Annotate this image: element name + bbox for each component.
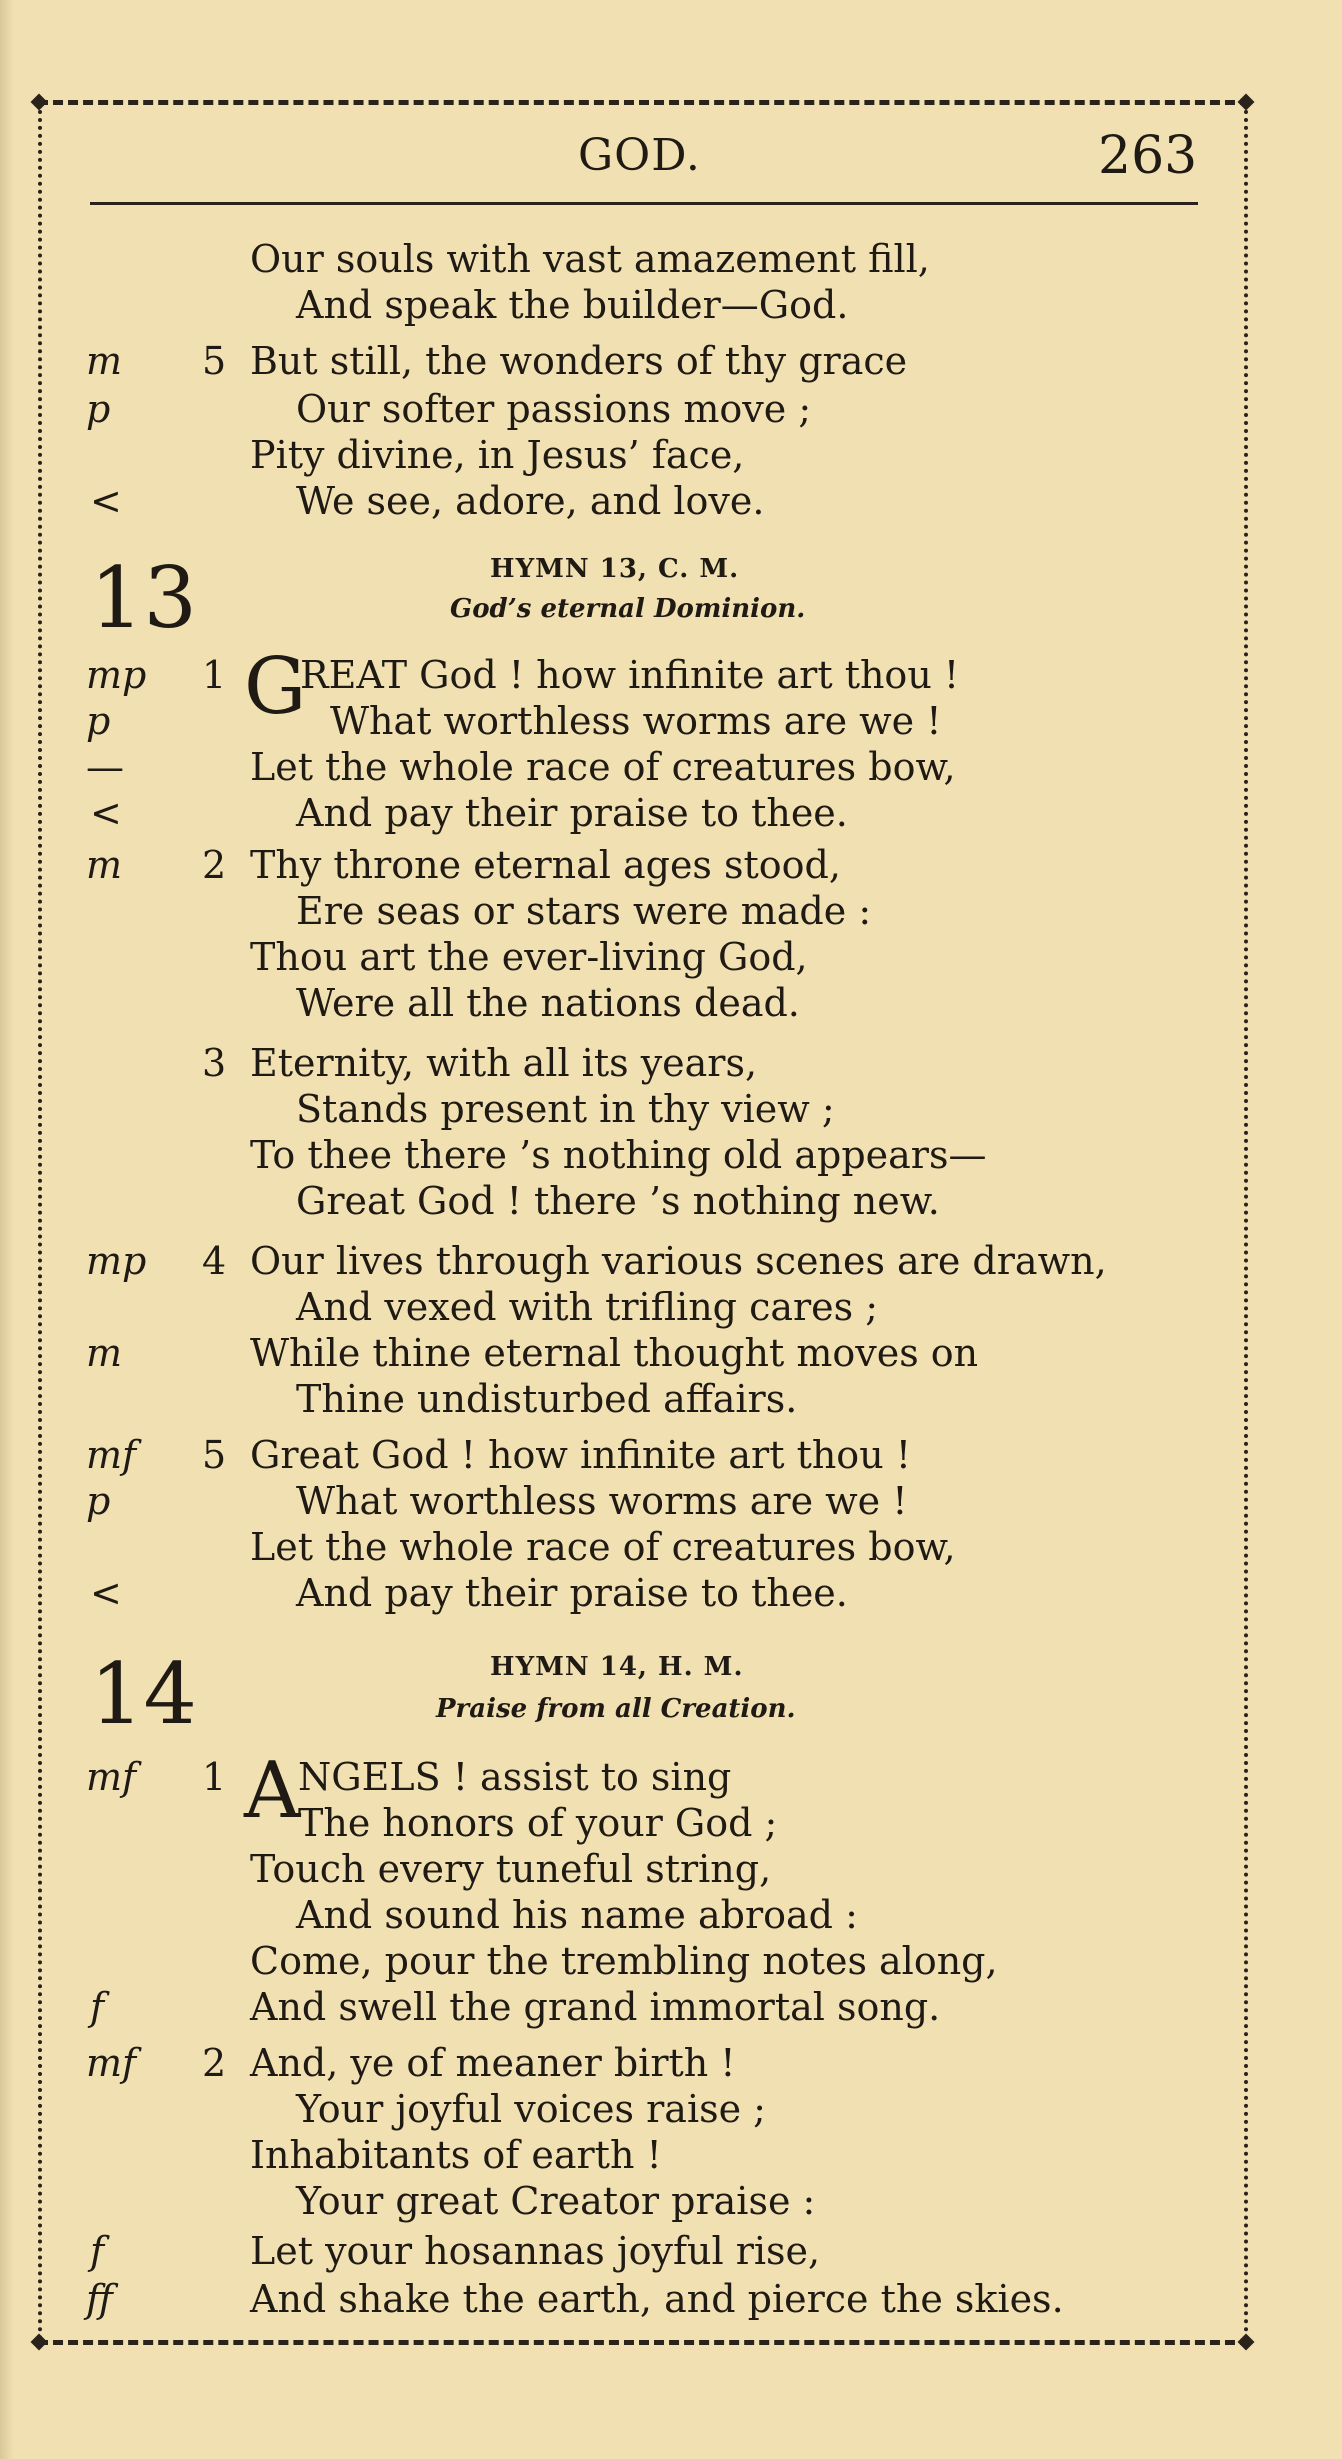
verse-number: 1 [202,653,227,697]
hymn-line: Pity divine, in Jesus’ face, [250,433,745,477]
dynamic-mark: — [86,745,124,789]
hymn-line: But still, the wonders of thy grace [250,339,908,383]
corner-ornament [1238,2334,1255,2351]
hymn-line: Let your hosannas joyful rise, [250,2229,821,2273]
dynamic-mark: < [90,479,122,523]
corner-ornament [31,94,48,111]
hymn-line: Inhabitants of earth ! [250,2133,662,2177]
dynamic-mark: f [90,2229,105,2273]
hymn-line: Let the whole race of creatures bow, [250,1525,956,1569]
hymn-line: Your joyful voices raise ; [296,2087,766,2131]
hymn-line: And vexed with trifling cares ; [296,1285,879,1329]
dynamic-mark: p [86,1479,111,1523]
hymn-line: Our softer passions move ; [296,387,812,431]
hymn-line: And swell the grand immortal song. [250,1985,941,2029]
running-header: GOD. [578,130,701,181]
hymn-line: NGELS ! assist to sing [298,1755,732,1799]
hymn-line: Your great Creator praise : [296,2179,816,2223]
dynamic-mark: m [86,1331,123,1375]
page-number: 263 [1098,126,1198,186]
dynamic-mark: mf [86,1755,137,1799]
dynamic-mark: < [90,1571,122,1615]
hymn-line: And speak the builder—God. [296,283,849,327]
hymn-subtitle: Praise from all Creation. [436,1694,796,1724]
hymn-line: We see, adore, and love. [296,479,765,523]
hymn-line: Stands present in thy view ; [296,1087,835,1131]
corner-ornament [31,2334,48,2351]
hymn-line: Our souls with vast amazement fill, [250,237,930,281]
hymn-line: And shake the earth, and pierce the skies. [250,2277,1064,2321]
dynamic-mark: ff [86,2277,113,2321]
hymn-line: Ere seas or stars were made : [296,889,872,933]
hymn-line: And pay their praise to thee. [296,791,848,835]
corner-ornament [1238,94,1255,111]
top-border [38,100,1250,105]
scan-edge [0,0,14,2459]
hymn-line: Let the whole race of creatures bow, [250,745,956,789]
dynamic-mark: mp [86,1239,147,1283]
dynamic-mark: mp [86,653,147,697]
dynamic-mark: p [86,387,111,431]
bottom-border [38,2340,1250,2345]
verse-number: 2 [202,843,227,887]
dynamic-mark: < [90,791,122,835]
hymn-line: The honors of your God ; [298,1801,778,1845]
hymn-line: And sound his name abroad : [296,1893,858,1937]
verse-number: 5 [202,1433,227,1477]
dynamic-mark: mf [86,2041,137,2085]
hymn-line: What worthless worms are we ! [296,1479,908,1523]
verse-number: 4 [202,1239,227,1283]
left-border [38,102,42,2342]
hymn-line: What worthless worms are we ! [330,699,942,743]
dynamic-mark: mf [86,1433,137,1477]
hymn-line: Eternity, with all its years, [250,1041,758,1085]
hymn-line: Thine undisturbed affairs. [296,1377,798,1421]
header-rule [90,202,1198,205]
hymn-line: And pay their praise to thee. [296,1571,848,1615]
dynamic-mark: m [86,339,123,383]
hymn-subtitle: God’s eternal Dominion. [450,594,806,624]
verse-number: 1 [202,1755,227,1799]
hymn-line: Thou art the ever-living God, [250,935,808,979]
hymn-line: Great God ! how infinite art thou ! [250,1433,912,1477]
hymn-line: To thee there ’s nothing old appears— [250,1133,987,1177]
hymn-number: 14 [90,1645,197,1743]
dynamic-mark: m [86,843,123,887]
hymn-line: Thy throne eternal ages stood, [250,843,841,887]
drop-cap: G [244,642,307,732]
hymn-number: 13 [90,549,197,647]
hymn-line: Our lives through various scenes are drawn, [250,1239,1107,1283]
verse-number: 3 [202,1041,227,1085]
hymn-heading: HYMN 13, C. M. [490,554,740,584]
hymn-line: REAT God ! how infinite art thou ! [300,653,960,697]
dynamic-mark: f [90,1985,105,2029]
right-border [1244,102,1248,2342]
hymn-line: Were all the nations dead. [296,981,800,1025]
drop-cap: A [244,1746,301,1836]
verse-number: 2 [202,2041,227,2085]
hymn-line: Come, pour the trembling notes along, [250,1939,998,1983]
dynamic-mark: p [86,699,111,743]
hymn-line: Touch every tuneful string, [250,1847,772,1891]
hymn-line: Great God ! there ’s nothing new. [296,1179,940,1223]
hymn-line: While thine eternal thought moves on [250,1331,979,1375]
hymn-line: And, ye of meaner birth ! [250,2041,736,2085]
hymn-heading: HYMN 14, H. M. [490,1652,744,1682]
verse-number: 5 [202,339,227,383]
